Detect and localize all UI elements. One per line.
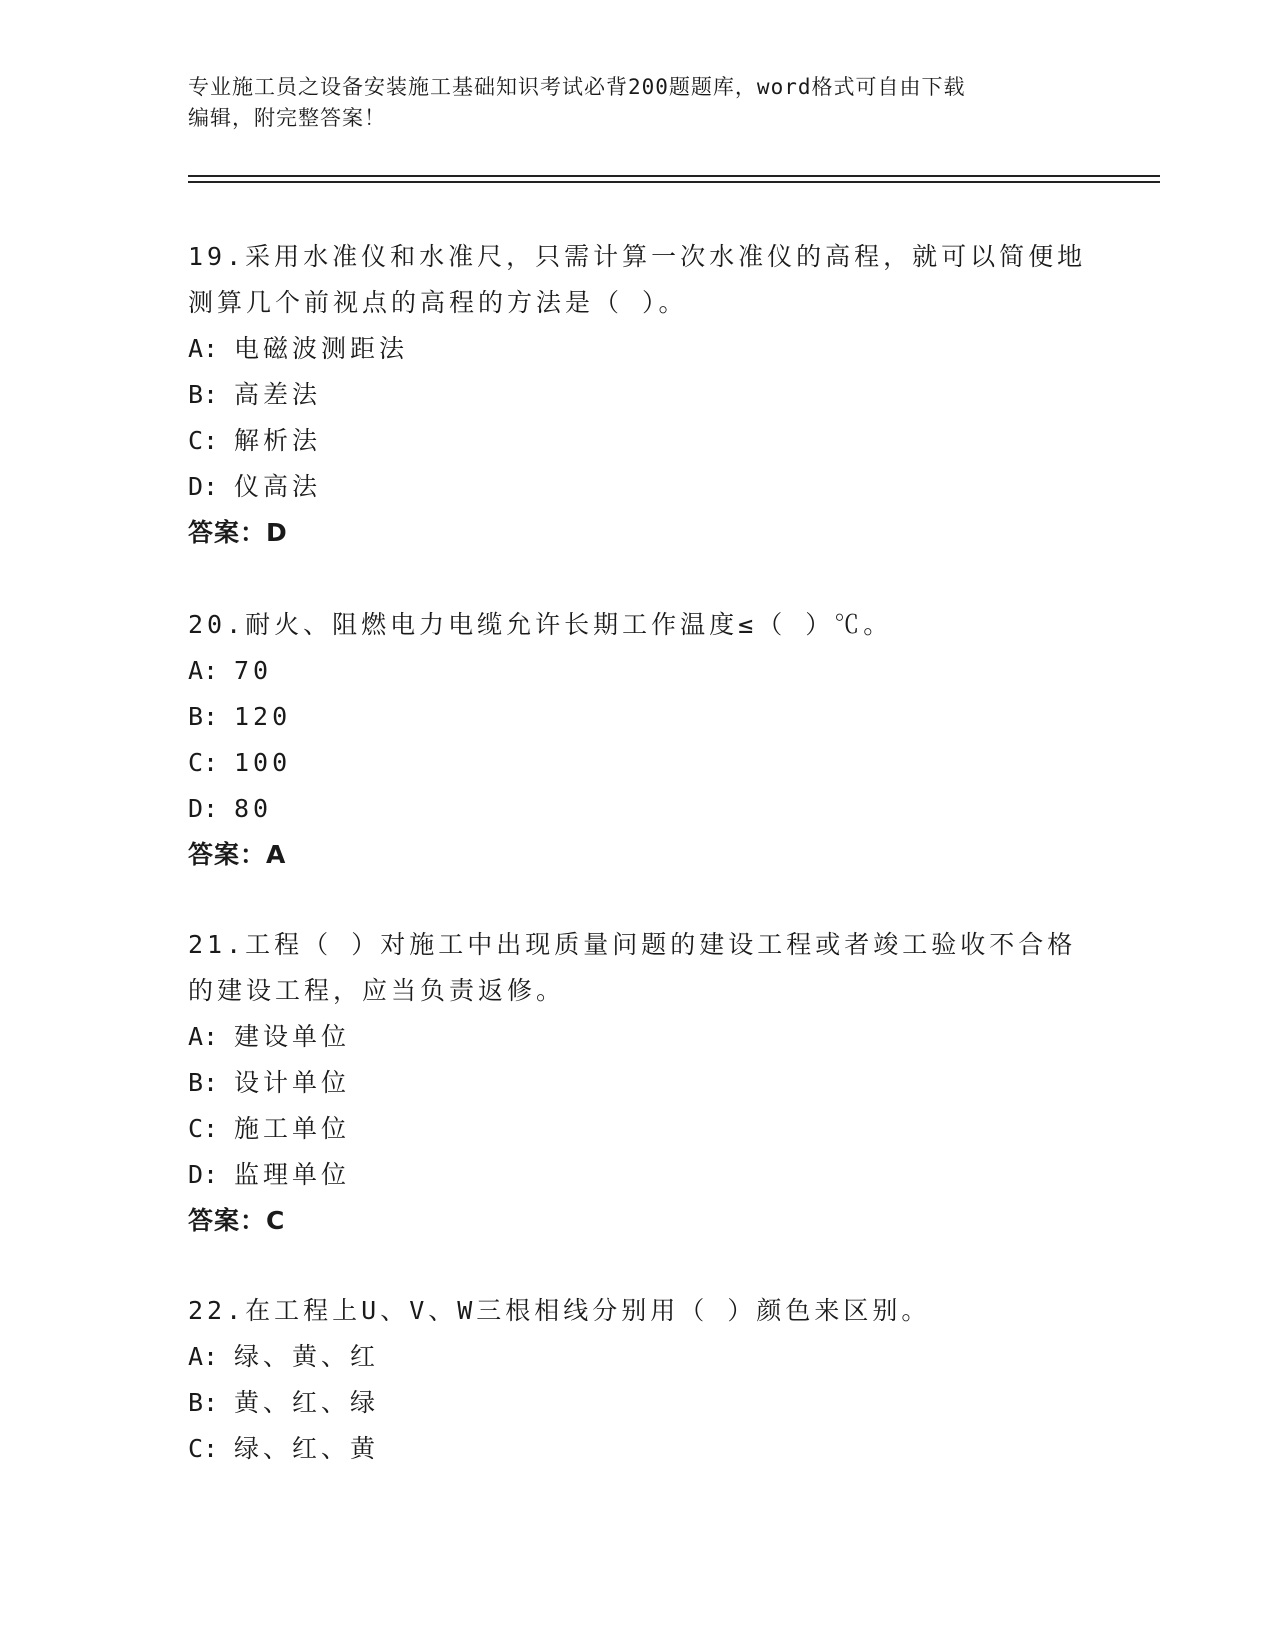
header-divider-bottom	[188, 181, 1160, 183]
option-a	[188, 1334, 1088, 1380]
option-b	[188, 372, 1088, 418]
answer-label: 答案：D	[188, 518, 288, 547]
option-b	[188, 694, 1088, 740]
option-a	[188, 326, 1088, 372]
option-text: 仪高法	[234, 472, 322, 501]
option-key: B:	[188, 1068, 219, 1097]
option-key: C:	[188, 1114, 219, 1143]
question-22	[188, 1288, 1088, 1472]
option-d	[188, 1152, 1088, 1198]
option-text: 120	[234, 702, 292, 731]
option-key: A:	[188, 656, 219, 685]
option-text: 100	[234, 748, 292, 777]
question-20	[188, 602, 1088, 878]
header-title-line1: 专业施工员之设备安装施工基础知识考试必背200题题库，word格式可自由下载	[188, 75, 966, 99]
question-stem-line2: 测算几个前视点的高程的方法是（ ）。	[188, 288, 688, 317]
option-c	[188, 1426, 1088, 1472]
option-text: 绿、红、黄	[234, 1434, 380, 1463]
option-text: 70	[234, 656, 273, 685]
option-key: A:	[188, 1022, 219, 1051]
question-21	[188, 922, 1088, 1244]
option-d	[188, 786, 1088, 832]
document-header	[188, 72, 1068, 134]
option-key: B:	[188, 380, 219, 409]
option-key: A:	[188, 1342, 219, 1371]
option-text: 高差法	[234, 380, 322, 409]
option-text: 绿、黄、红	[234, 1342, 380, 1371]
option-a	[188, 1014, 1088, 1060]
option-text: 设计单位	[234, 1068, 351, 1097]
option-text: 建设单位	[234, 1022, 351, 1051]
question-stem-line1: 21.工程（ ）对施工中出现质量问题的建设工程或者竣工验收不合格	[188, 930, 1077, 959]
option-key: B:	[188, 702, 219, 731]
option-key: D:	[188, 472, 219, 501]
question-stem-line1: 20.耐火、阻燃电力电缆允许长期工作温度≤（ ）℃。	[188, 610, 893, 639]
option-key: B:	[188, 1388, 219, 1417]
question-stem-line1: 22.在工程上U、V、W三根相线分别用（ ）颜色来区别。	[188, 1296, 931, 1325]
question-stem-line2: 的建设工程，应当负责返修。	[188, 976, 566, 1005]
option-text: 80	[234, 794, 273, 823]
option-key: D:	[188, 1160, 219, 1189]
header-divider-top	[188, 175, 1160, 177]
option-text: 施工单位	[234, 1114, 351, 1143]
answer-label: 答案：C	[188, 1206, 286, 1235]
option-text: 电磁波测距法	[234, 334, 409, 363]
option-d	[188, 464, 1088, 510]
option-key: C:	[188, 1434, 219, 1463]
option-c	[188, 418, 1088, 464]
option-b	[188, 1060, 1088, 1106]
option-key: C:	[188, 426, 219, 455]
header-title-line2: 编辑，附完整答案！	[188, 106, 386, 130]
option-key: A:	[188, 334, 219, 363]
option-text: 监理单位	[234, 1160, 351, 1189]
option-c	[188, 740, 1088, 786]
question-stem-line1: 19.采用水准仪和水准尺，只需计算一次水准仪的高程，就可以简便地	[188, 242, 1087, 271]
option-a	[188, 648, 1088, 694]
option-key: D:	[188, 794, 219, 823]
option-b	[188, 1380, 1088, 1426]
option-key: C:	[188, 748, 219, 777]
option-c	[188, 1106, 1088, 1152]
option-text: 黄、红、绿	[234, 1388, 380, 1417]
question-19	[188, 234, 1088, 556]
answer-label: 答案：A	[188, 840, 287, 869]
option-text: 解析法	[234, 426, 322, 455]
